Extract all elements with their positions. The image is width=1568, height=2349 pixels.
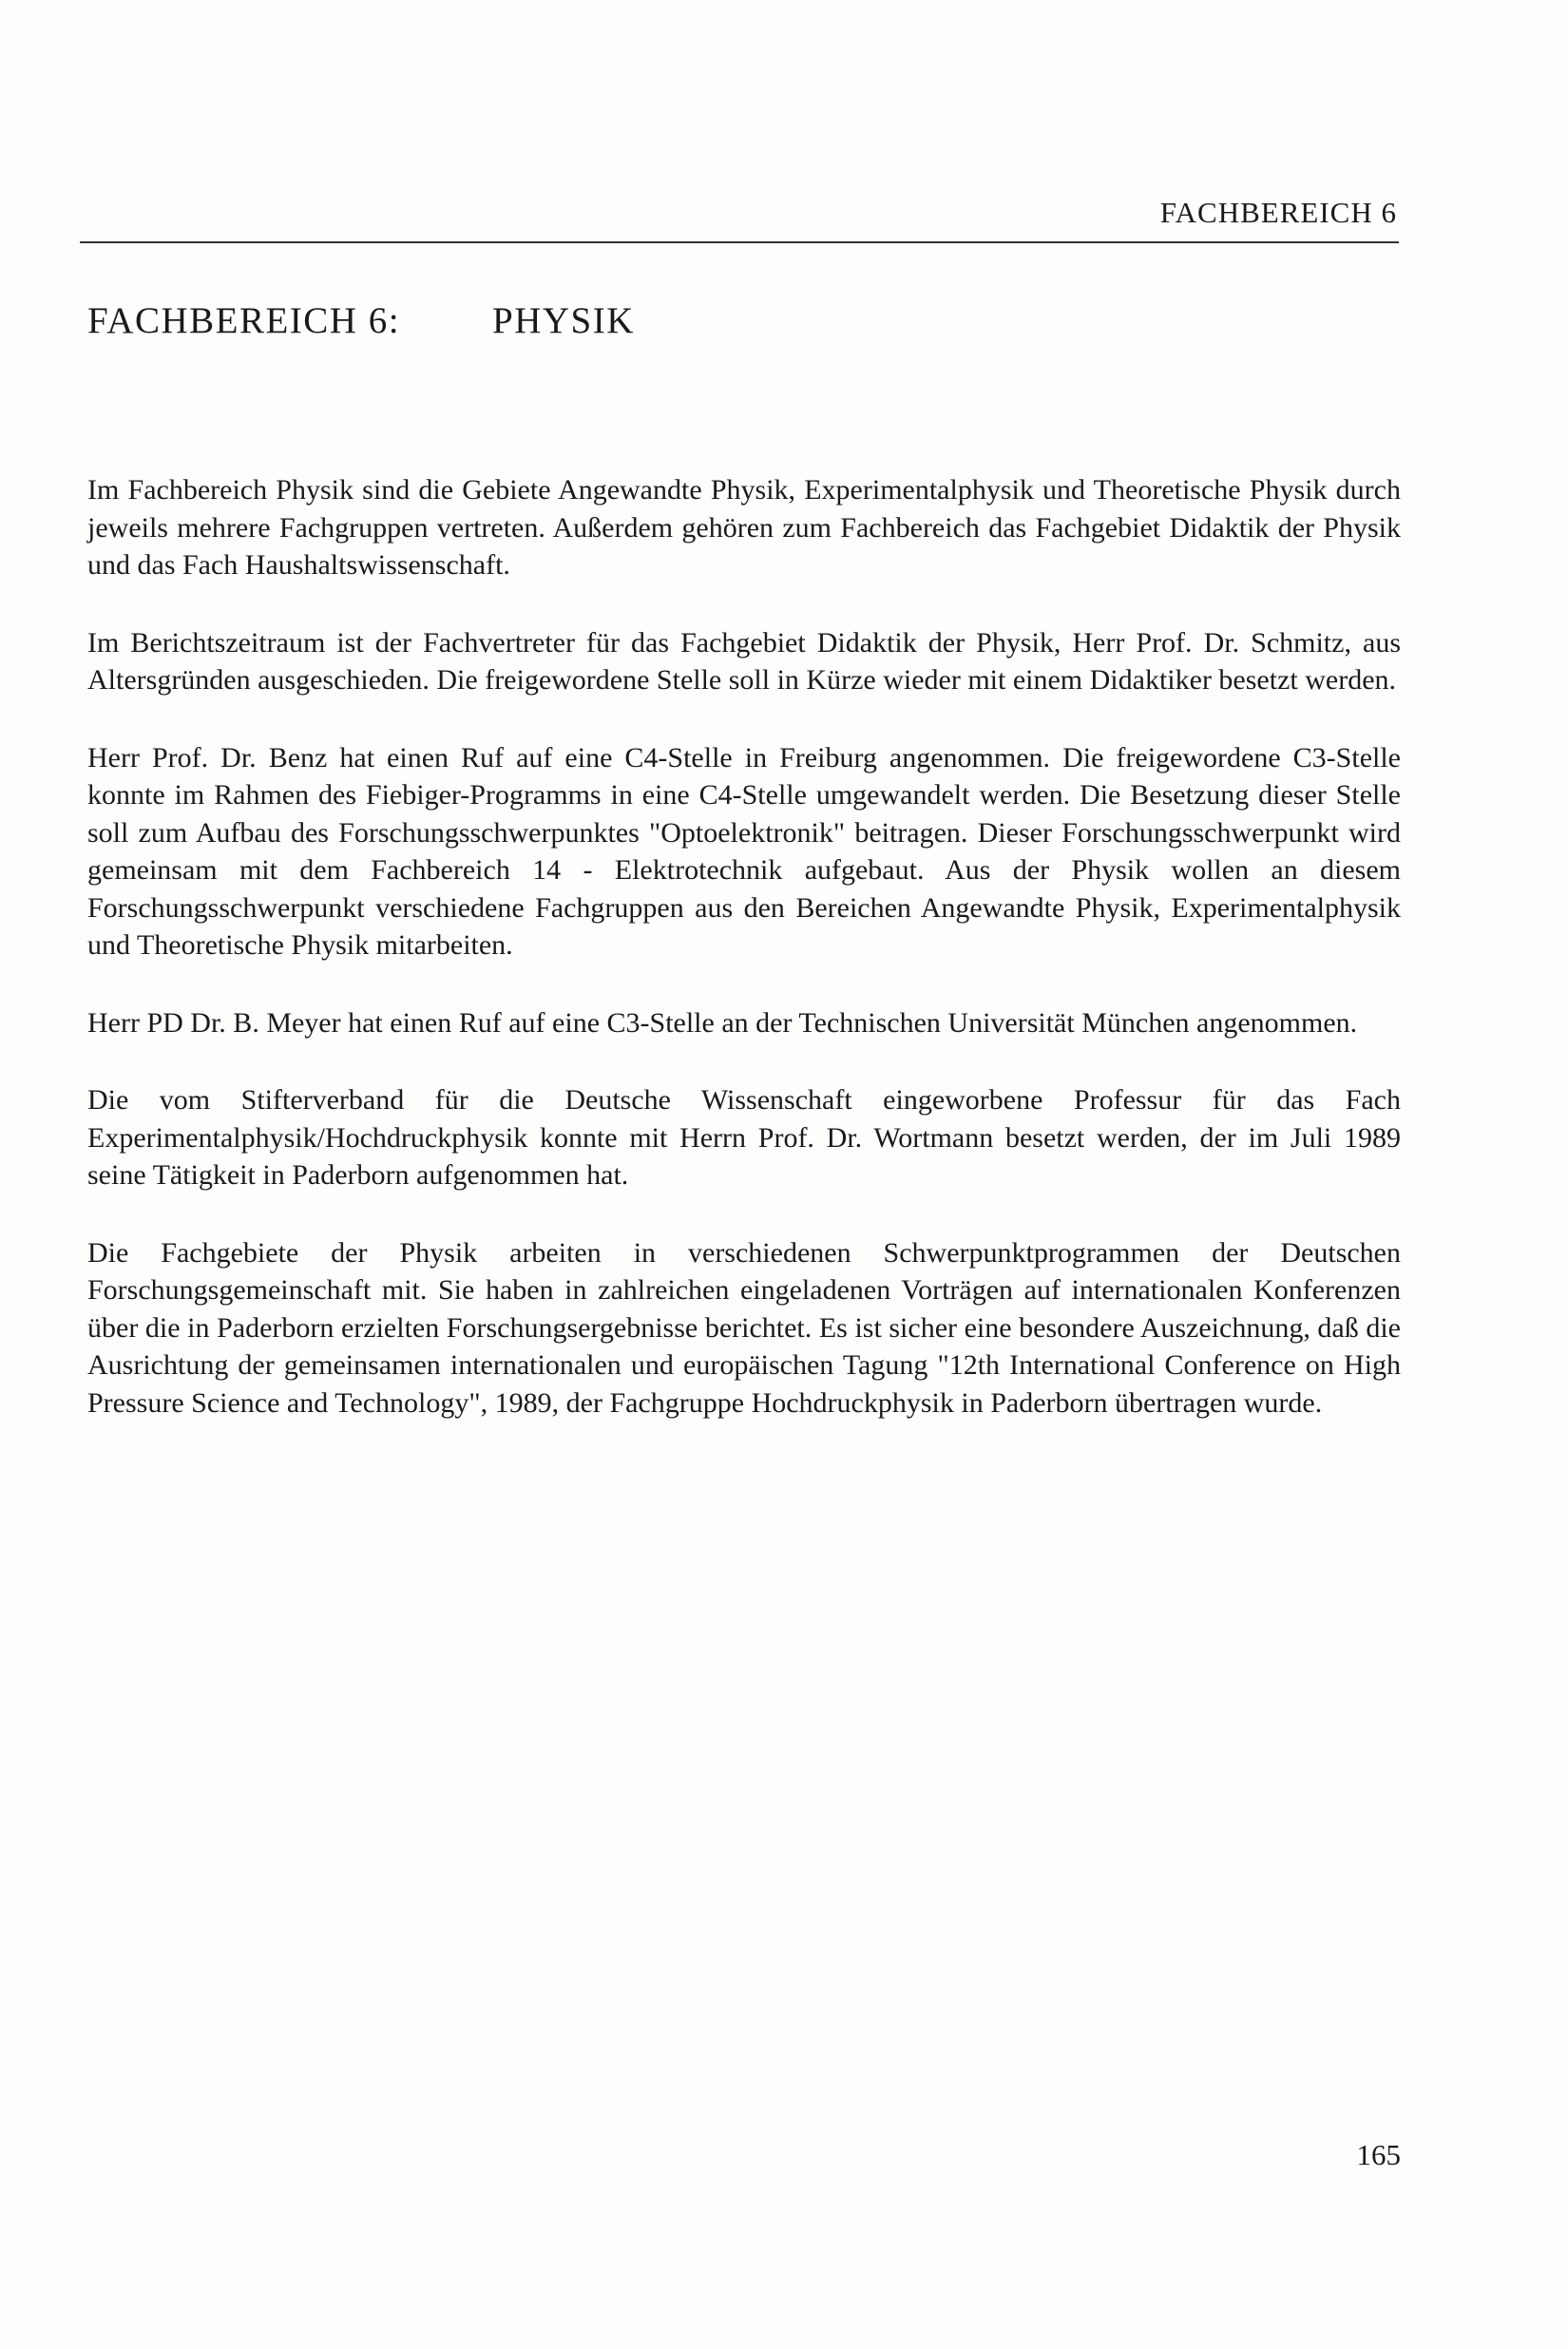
paragraph-departments: Im Fachbereich Physik sind die Gebiete Angewandte Physik, Experimentalphysik und Theoretische Physik durch jeweils mehrere Fachgruppen vertreten. Außerdem gehören zum Fachbereich das Fachgebiet Didaktik der Physik und das Fach Haushaltswissenschaft. [87, 474, 1401, 581]
chapter-title-subject: PHYSIK [492, 300, 635, 341]
running-head: FACHBEREICH 6 [1159, 196, 1397, 229]
body-text [87, 471, 1401, 1461]
paragraph-stifterverband: Die vom Stifterverband für die Deutsche Wissenschaft eingeworbene Professur für das Fach Experimentalphysik/Hochdruckphysik konnte mit Herrn Prof. Dr. Wortmann besetzt werden, der im Juli 1989 seine Tätigkeit in Paderborn aufgenommen hat. [87, 1084, 1401, 1191]
paragraph-didaktik: Im Berichtszeitraum ist der Fachvertreter für das Fachgebiet Didaktik der Physik, Herr Prof. Dr. Schmitz, aus Altersgründen ausgeschieden. Die freigewordene Stelle soll in Kürze wieder mit einem Didaktiker besetzt werden. [87, 626, 1401, 696]
paragraph-research: Die Fachgebiete der Physik arbeiten in verschiedenen Schwerpunktprogrammen der Deutschen Forschungsgemeinschaft mit. Sie haben in zahlreichen eingeladenen Vorträgen auf internationalen Konferenzen über die in Paderborn erzielten Forschungsergebnisse berichtet. Es ist sicher eine besondere Auszeichnung, daß die Ausrichtung der gemeinsamen internationalen und europäischen Tagung "12th International Conference on High Pressure Science and Technology", 1989, der Fachgruppe Hochdruckphysik in Paderborn übertragen wurde. [87, 1236, 1401, 1419]
header-rule [80, 241, 1399, 243]
chapter-title [87, 302, 635, 339]
page-number: 165 [1356, 2138, 1401, 2171]
paragraph-benz: Herr Prof. Dr. Benz hat einen Ruf auf eine C4-Stelle in Freiburg angenommen. Die freigewordene C3-Stelle konnte im Rahmen des Fiebiger-Programms in eine C4-Stelle umgewandelt werden. Die Besetzung dieser Stelle soll zum Aufbau des Forschungsschwerpunktes "Optoelektronik" beitragen. Dieser Forschungsschwerpunkt wird gemeinsam mit dem Fachbereich 14 - Elektrotechnik aufgebaut. Aus der Physik wollen an diesem Forschungsschwerpunkt verschiedene Fachgruppen aus den Bereichen Angewandte Physik, Experimentalphysik und Theoretische Physik mitarbeiten. [87, 741, 1401, 961]
chapter-title-label: FACHBEREICH 6: [87, 300, 401, 341]
paragraph-meyer: Herr PD Dr. B. Meyer hat einen Ruf auf eine C3-Stelle an der Technischen Universität München angenommen. [87, 1006, 1358, 1039]
